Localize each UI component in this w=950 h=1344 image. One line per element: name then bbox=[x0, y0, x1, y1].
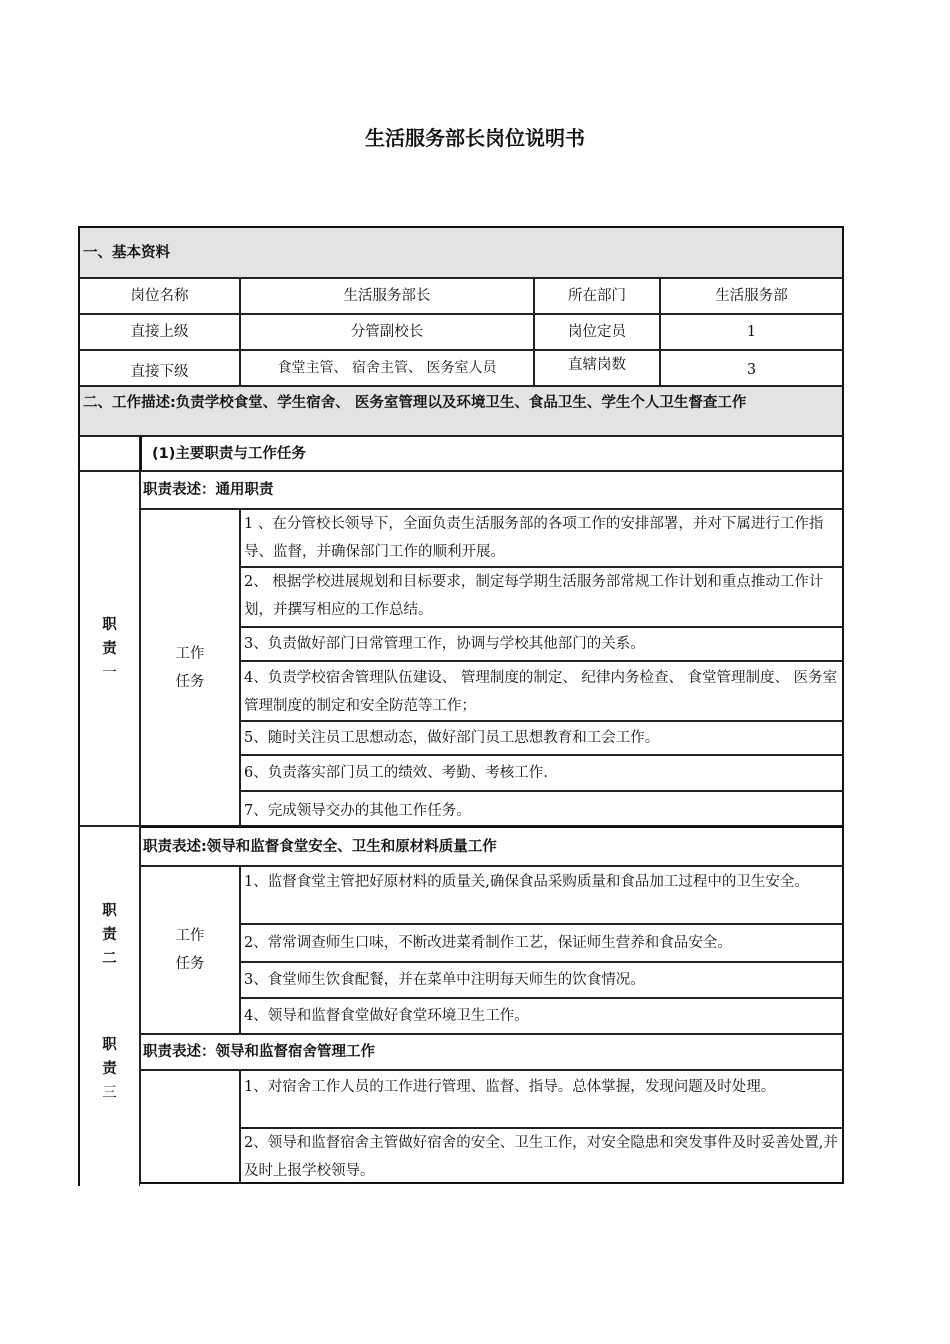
duty1-task-item: 5、随时关注员工思想动态，做好部门员工思想教育和工会工作。 bbox=[240, 721, 844, 755]
duty2-label-char: 职 bbox=[102, 903, 117, 919]
duty1-description: 职责表述：通用职责 bbox=[140, 471, 844, 509]
value-direct-superior: 分管副校长 bbox=[240, 314, 534, 350]
task-label-line: 工作 bbox=[175, 928, 205, 944]
value-position-name: 生活服务部长 bbox=[240, 278, 534, 314]
label-position-name: 岗位名称 bbox=[78, 278, 240, 314]
duty1-task-label bbox=[140, 509, 240, 826]
label-department: 所在部门 bbox=[534, 278, 660, 314]
duty1-label-char: 责 bbox=[102, 640, 117, 657]
duty1-label-char: 一 bbox=[102, 664, 117, 681]
section-basic-info-heading: 一、基本资料 bbox=[78, 226, 844, 278]
label-direct-superior: 直接上级 bbox=[78, 314, 240, 350]
blank-cell bbox=[78, 436, 140, 471]
duty3-label-char: 三 bbox=[102, 1085, 117, 1101]
duty1-task-item: 1 、在分管校长领导下，全面负责生活服务部的各项工作的安排部署，并对下属进行工作指导、监督，并确保部门工作的顺利开展。 bbox=[240, 509, 844, 567]
duty1-label bbox=[78, 471, 140, 826]
duty2-task-item: 2、常常调查师生口味，不断改进菜肴制作工艺，保证师生营养和食品安全。 bbox=[240, 924, 844, 962]
value-department: 生活服务部 bbox=[660, 278, 844, 314]
label-direct-subordinates: 直接下级 bbox=[78, 350, 240, 386]
section-job-description-heading: 二、工作描述:负责学校食堂、学生宿舍、 医务室管理以及环境卫生、食品卫生、学生个人卫生督查工作 bbox=[78, 386, 844, 436]
label-headcount: 岗位定员 bbox=[534, 314, 660, 350]
duty2-3-label bbox=[78, 826, 140, 1186]
duty1-task-item: 3、负责做好部门日常管理工作，协调与学校其他部门的关系。 bbox=[240, 627, 844, 661]
task-label-line: 任务 bbox=[175, 956, 205, 972]
duty1-task-item: 6、负责落实部门员工的绩效、考勤、考核工作. bbox=[240, 755, 844, 791]
duty3-task-item: 2、领导和监督宿舍主管做好宿舍的安全、卫生工作，对安全隐患和突发事件及时妥善处置,并及时上报学校领导。 bbox=[240, 1128, 844, 1184]
duty3-task-item: 1、对宿舍工作人员的工作进行管理、监督、指导。总体掌握，发现问题及时处理。 bbox=[240, 1070, 844, 1128]
duty3-description: 职责表述：领导和监督宿舍管理工作 bbox=[140, 1034, 844, 1070]
duty2-description: 职责表述:领导和监督食堂安全、卫生和原材料质量工作 bbox=[140, 826, 844, 866]
duty1-label-char: 职 bbox=[102, 616, 117, 633]
value-direct-subordinates: 食堂主管、 宿舍主管、 医务室人员 bbox=[240, 350, 534, 386]
duty2-label-char: 二 bbox=[102, 951, 117, 967]
task-label-line: 任务 bbox=[175, 673, 205, 690]
duty3-task-label-blank bbox=[140, 1070, 240, 1184]
duty2-task-item: 1、监督食堂主管把好原材料的质量关,确保食品采购质量和食品加工过程中的卫生安全。 bbox=[240, 866, 844, 924]
task-label-line: 工作 bbox=[175, 645, 205, 662]
duty1-task-item: 2、 根据学校进展规划和目标要求，制定每学期生活服务部常规工作计划和重点推动工作计划，并撰写相应的工作总结。 bbox=[240, 567, 844, 627]
value-headcount: 1 bbox=[660, 314, 844, 350]
value-direct-posts: 3 bbox=[660, 350, 844, 386]
sub-heading-main-duties: (1)主要职责与工作任务 bbox=[140, 436, 844, 471]
duty2-task-item: 3、食堂师生饮食配餐，并在菜单中注明每天师生的饮食情况。 bbox=[240, 962, 844, 998]
duty1-task-item: 7、完成领导交办的其他工作任务。 bbox=[240, 791, 844, 826]
duty1-task-item: 4、负责学校宿舍管理队伍建设、 管理制度的制定、 纪律内务检查、 食堂管理制度、 医务室管理制度的制定和安全防范等工作； bbox=[240, 661, 844, 721]
duty3-label-char: 责 bbox=[102, 1061, 117, 1077]
page-title: 生活服务部长岗位说明书 bbox=[365, 126, 585, 150]
label-direct-posts: 直辖岗数 bbox=[534, 350, 660, 386]
duty2-task-label bbox=[140, 866, 240, 1034]
duty3-label-char: 职 bbox=[102, 1037, 117, 1053]
duty2-label-char: 责 bbox=[102, 927, 117, 943]
duty2-task-item: 4、领导和监督食堂做好食堂环境卫生工作。 bbox=[240, 998, 844, 1034]
